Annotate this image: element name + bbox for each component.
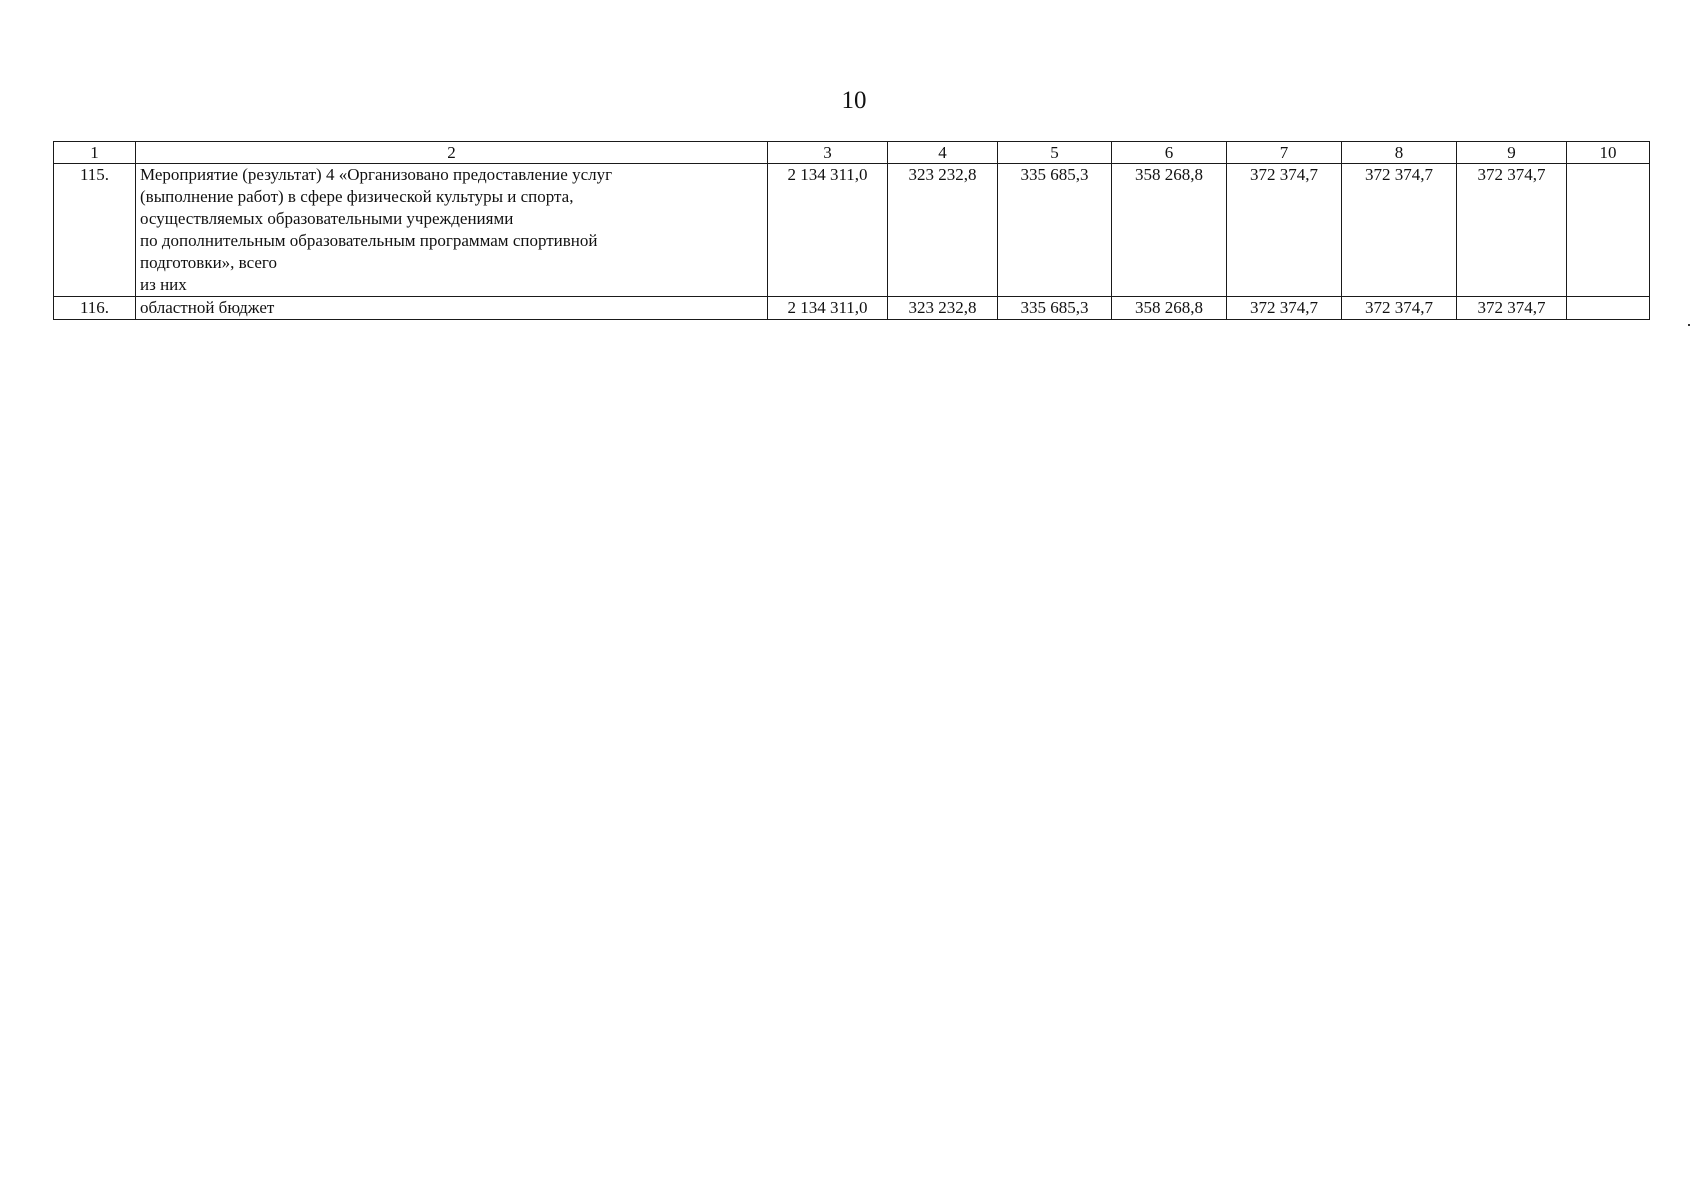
value-cell: 372 374,7	[1457, 164, 1567, 297]
table-row	[54, 164, 1650, 297]
column-header: 6	[1112, 142, 1227, 164]
row-name	[136, 164, 768, 297]
header-row	[54, 142, 1650, 164]
row-name-line: осуществляемых образовательными учреждениями	[140, 209, 514, 228]
value-cell: 2 134 311,0	[768, 297, 888, 320]
column-header: 5	[998, 142, 1112, 164]
row-name-line: областной бюджет	[140, 298, 275, 317]
row-number: 116.	[54, 297, 136, 320]
budget-table	[53, 141, 1650, 320]
value-cell: 335 685,3	[998, 164, 1112, 297]
page-number: 10	[841, 87, 867, 114]
value-cell: 372 374,7	[1457, 297, 1567, 320]
value-cell: 372 374,7	[1227, 297, 1342, 320]
row-name-line: подготовки», всего	[140, 253, 277, 272]
row-name-line: по дополнительным образовательным программам спортивной	[140, 231, 598, 250]
column-header: 9	[1457, 142, 1567, 164]
column-header: 7	[1227, 142, 1342, 164]
column-header: 2	[136, 142, 768, 164]
row-name-line: из них	[140, 275, 187, 294]
column-header: 1	[54, 142, 136, 164]
scan-speck	[1688, 324, 1690, 326]
value-cell	[1567, 297, 1650, 320]
value-cell: 335 685,3	[998, 297, 1112, 320]
row-name-line: Мероприятие (результат) 4 «Организовано предоставление услуг	[140, 165, 613, 184]
column-header: 10	[1567, 142, 1650, 164]
table-row	[54, 297, 1650, 320]
column-header: 8	[1342, 142, 1457, 164]
value-cell	[1567, 164, 1650, 297]
value-cell: 358 268,8	[1112, 164, 1227, 297]
value-cell: 2 134 311,0	[768, 164, 888, 297]
value-cell: 358 268,8	[1112, 297, 1227, 320]
value-cell: 323 232,8	[888, 164, 998, 297]
column-header: 3	[768, 142, 888, 164]
value-cell: 372 374,7	[1342, 164, 1457, 297]
value-cell: 372 374,7	[1342, 297, 1457, 320]
value-cell: 372 374,7	[1227, 164, 1342, 297]
row-name	[136, 297, 768, 320]
row-number: 115.	[54, 164, 136, 297]
row-name-line: (выполнение работ) в сфере физической культуры и спорта,	[140, 187, 574, 206]
value-cell: 323 232,8	[888, 297, 998, 320]
column-header: 4	[888, 142, 998, 164]
